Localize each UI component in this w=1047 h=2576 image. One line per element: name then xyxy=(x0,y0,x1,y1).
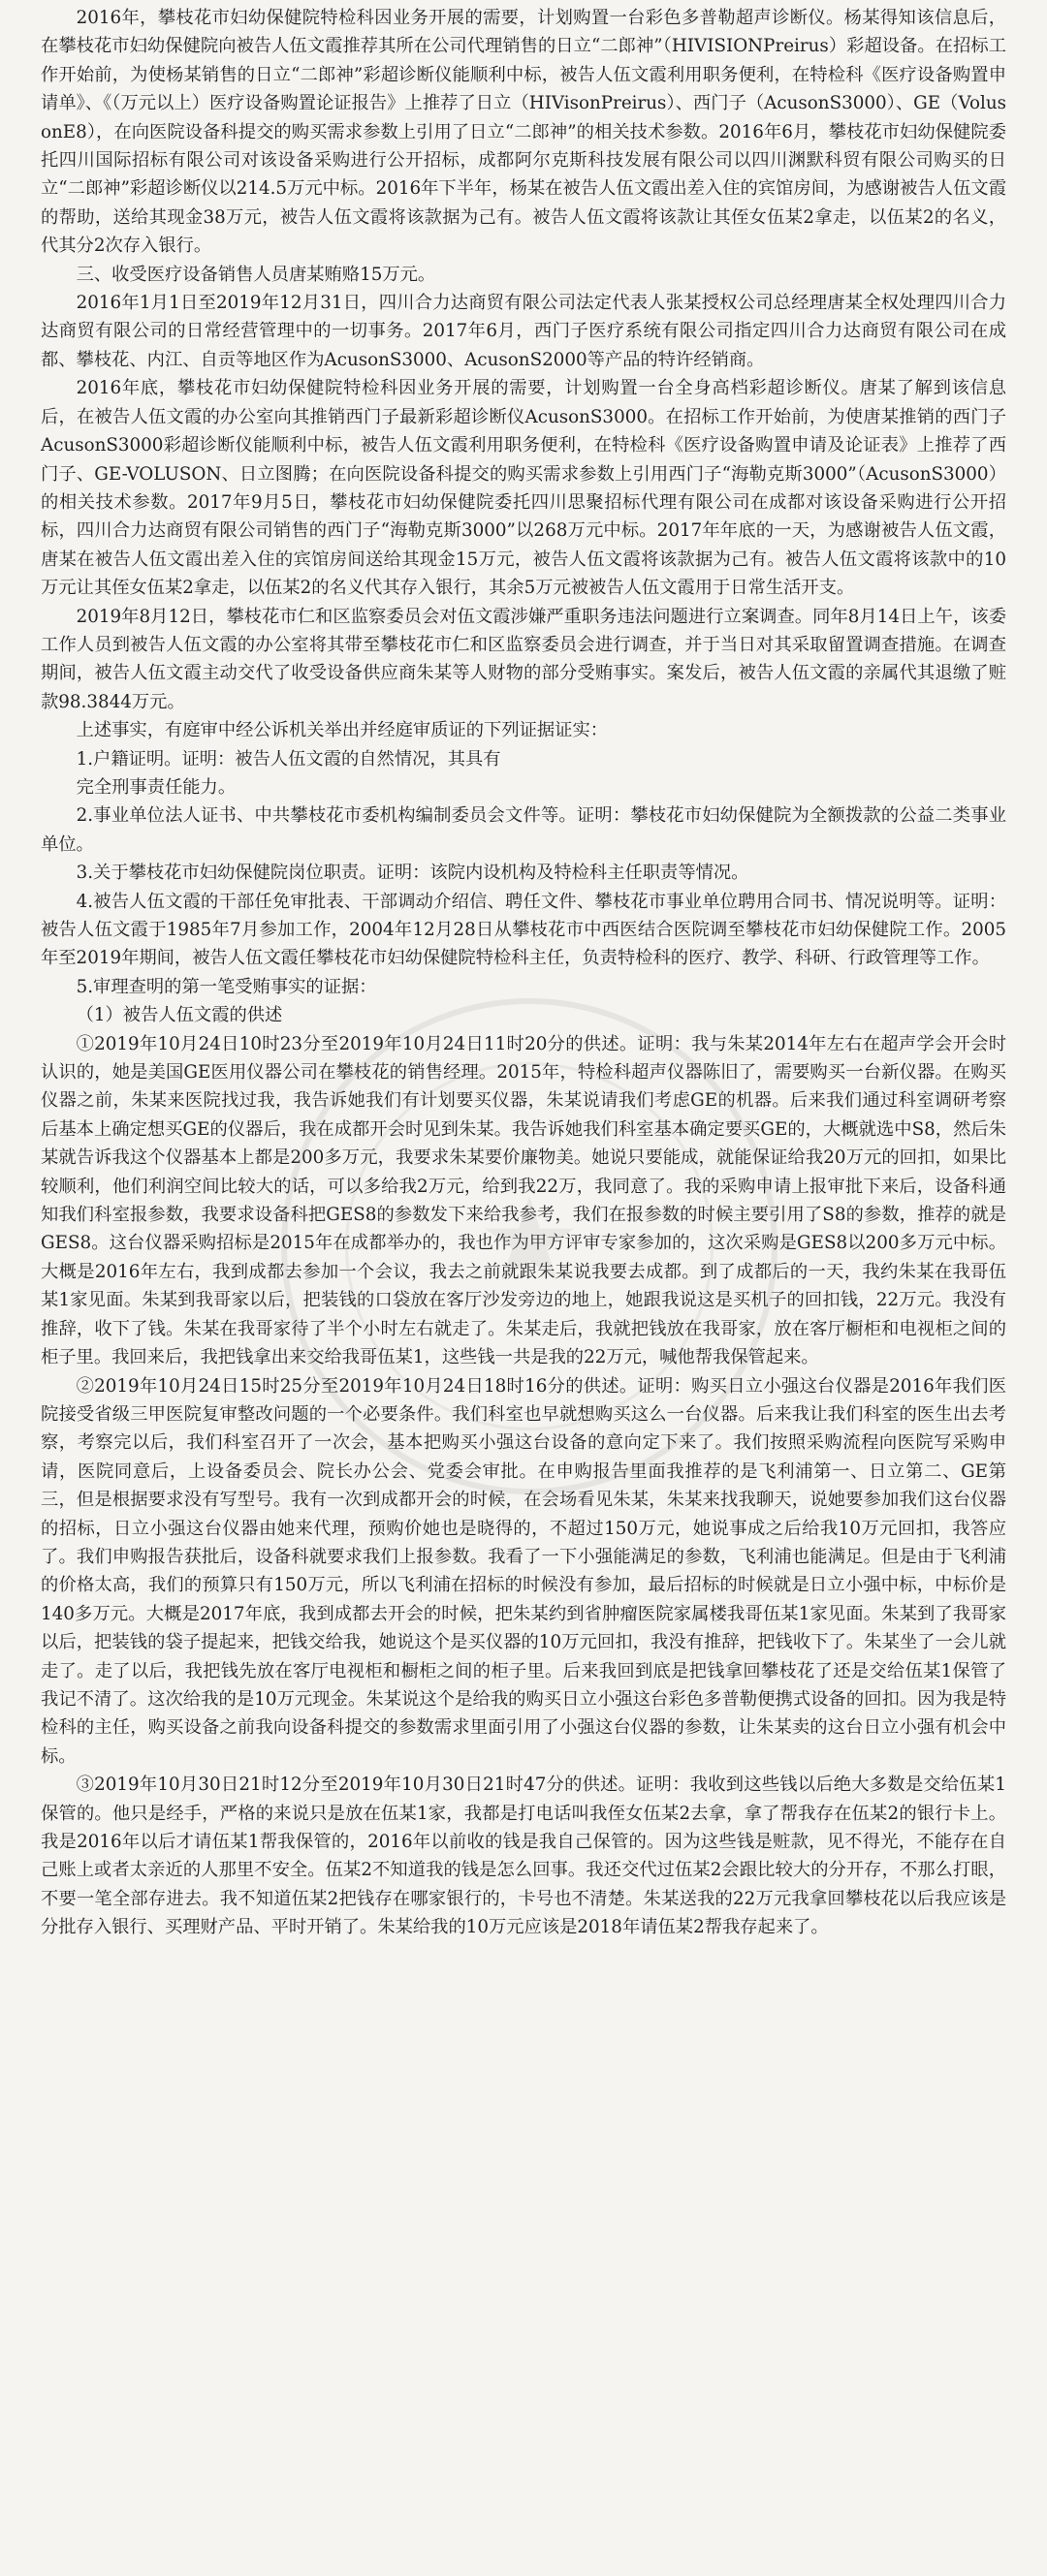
paragraph: 1.户籍证明。证明：被告人伍文霞的自然情况，其具有 xyxy=(76,748,501,770)
paragraph: （1）被告人伍文霞的供述 xyxy=(76,1005,283,1026)
paragraph: 上述事实，有庭审中经公诉机关举出并经庭审质证的下列证据证实： xyxy=(76,720,609,741)
paragraph: 4.被告人伍文霞的干部任免审批表、干部调动介绍信、聘任文件、攀枝花市事业单位聘用合同书、情况说明等。证明：被告人伍文霞于1985年7月参加工作，2004年12月28日从攀枝花市中西医结合医院调至攀枝花市妇幼保健院工作。2005年至2019年期间，被告人伍文霞任攀枝花市妇幼保健院特检科主任，负责特检科的医疗、教学、科研、行政管理等工作。 xyxy=(41,891,1006,969)
court-seal-watermark: ★ xyxy=(281,998,777,1494)
paragraph: ②2019年10月24日15时25分至2019年10月24日18时16分的供述。证明：购买日立小强这台仪器是2016年我们医院接受省级三甲医院复审整改问题的一个必要条件。我们科室也早就想购买这么一台仪器。后来我让我们科室的医生出去考察，考察完以后，我们科室召开了一次会，基本把购买小强这台设备的意向定下来了。我们按照采购流程向医院写采购申请，医院同意后，上设备委员会、院长办公会、党委会审批。在申购报告里面我推荐的是飞利浦第一、日立第二、GE第三，但是根据要求没有写型号。我有一次到成都开会的时候，在会场看见朱某，朱某来找我聊天，说她要参加我们这台仪器的招标，日立小强这台仪器由她来代理，预购价她也是晓得的，不超过150万元，她说事成之后给我10万元回扣，我答应了。我们申购报告获批后，设备科就要求我们上报参数。我看了一下小强能满足的参数，飞利浦也能满足。但是由于飞利浦的价格太高，我们的预算只有150万元，所以飞利浦在招标的时候没有参加，最后招标的时候就是日立小强中标，中标价是140多万元。大概是2017年底，我到成都去开会的时候，把朱某约到省肿瘤医院家属楼我哥伍某1家见面。朱某到了我哥家以后，把装钱的袋子提起来，把钱交给我，她说这个是买仪器的10万元回扣，我没有推辞，把钱收下了。朱某坐了一会儿就走了。走了以后，我把钱先放在客厅电视柜和橱柜之间的柜子里。后来我回到底是把钱拿回攀枝花了还是交给伍某1保管了我记不清了。这次给我的是10万元现金。朱某说这个是给我的购买日立小强这台彩色多普勒便携式设备的回扣。因为我是特检科的主任，购买设备之前我向设备科提交的参数需求里面引用了小强这台仪器的参数，让朱某卖的这台日立小强有机会中标。 xyxy=(41,1375,1006,1767)
paragraph: 3.关于攀枝花市妇幼保健院岗位职责。证明：该院内设机构及特检科主任职责等情况。 xyxy=(76,863,749,884)
paragraph: ①2019年10月24日10时23分至2019年10月24日11时20分的供述。证明：我与朱某2014年左右在超声学会开会时认识的，她是美国GE医用仪器公司在攀枝花的销售经理。2015年，特检科超声仪器陈旧了，需要购买一台新仪器。在购买仪器之前，朱某来医院找过我，我告诉她我们有计划要买仪器，朱某说请我们考虑GE的机器。后来我们通过科室调研考察后基本上确定想买GE的仪器后，我在成都开会时见到朱某。我告诉她我们科室基本确定要买GE的，大概就选中S8，然后朱某就告诉我这个仪器基本上都是200多万元，我要求朱某要价廉物美。她说只要能成，就能保证给我20万元的回扣，如果比较顺利，他们利润空间比较大的话，可以多给我2万元，给到我22万，我同意了。我的采购申请上报审批下来后，设备科通知我们科室报参数，我要求设备科把GES8的参数发下来给我参考，我们在报参数的时候主要引用了S8的参数，推荐的就是GES8。这台仪器采购招标是2015年在成都举办的，我也作为甲方评审专家参加的，这次采购是GES8以200多万元中标。大概是2016年左右，我到成都去参加一个会议，我去之前就跟朱某说我要去成都。到了成都后的一天，我约朱某在我哥伍某1家见面。朱某到我哥家以后，把装钱的口袋放在客厅沙发旁边的地上，她跟我说这是买机子的回扣钱，22万元。我没有推辞，收下了钱。朱某在我哥家待了半个小时左右就走了。朱某走后，我就把钱放在我哥家，放在客厅橱柜和电视柜之间的柜子里。我回来后，我把钱拿出来交给我哥伍某1，这些钱一共是我的22万元，喊他帮我保管起来。 xyxy=(41,1033,1006,1368)
paragraph: 5.审理查明的第一笔受贿事实的证据： xyxy=(76,976,377,997)
document-body xyxy=(41,4,1006,1942)
paragraph: 2016年底，攀枝花市妇幼保健院特检科因业务开展的需要，计划购置一台全身高档彩超诊断仪。唐某了解到该信息后，在被告人伍文霞的办公室向其推销西门子最新彩超诊断仪AcusonS3000。在招标工作开始前，为使唐某推销的西门子AcusonS3000彩超诊断仪能顺利中标，被告人伍文霞利用职务便利，在特检科《医疗设备购置申请及论证表》上推荐了西门子、GE-VOLUSON、日立图腾；在向医院设备科提交的购买需求参数上引用西门子“海勒克斯3000”（AcusonS3000）的相关技术参数。2017年9月5日，攀枝花市妇幼保健院委托四川思聚招标代理有限公司在成都对该设备采购进行公开招标，四川合力达商贸有限公司销售的西门子“海勒克斯3000”以268万元中标。2017年年底的一天，为感谢被告人伍文霞，唐某在被告人伍文霞出差入住的宾馆房间送给其现金15万元，被告人伍文霞将该款据为己有。被告人伍文霞将该款中的10万元让其侄女伍某2拿走，以伍某2的名义代其存入银行，其余5万元被被告人伍文霞用于日常生活开支。 xyxy=(41,378,1006,599)
paragraph: 2016年1月1日至2019年12月31日，四川合力达商贸有限公司法定代表人张某授权公司总经理唐某全权处理四川合力达商贸有限公司的日常经营管理中的一切事务。2017年6月，西门子医疗系统有限公司指定四川合力达商贸有限公司在成都、攀枝花、内江、自贡等地区作为AcusonS3000、AcusonS2000等产品的特许经销商。 xyxy=(41,293,1006,370)
paragraph: ③2019年10月30日21时12分至2019年10月30日21时47分的供述。证明：我收到这些钱以后绝大多数是交给伍某1保管的。他只是经手，严格的来说只是放在伍某1家，我都是打电话叫我侄女伍某2去拿，拿了帮我存在伍某2的银行卡上。我是2016年以后才请伍某1帮我保管的，2016年以前收的钱是我自己保管的。因为这些钱是赃款，见不得光，不能存在自己账上或者太亲近的人那里不安全。伍某2不知道我的钱是怎么回事。我还交代过伍某2会跟比较大的分开存，不那么打眼，不要一笔全部存进去。我不知道伍某2把钱存在哪家银行的，卡号也不清楚。朱某送我的22万元我拿回攀枝花以后我应该是分批存入银行、买理财产品、平时开销了。朱某给我的10万元应该是2018年请伍某2帮我存起来了。 xyxy=(41,1775,1006,1938)
paragraph: 2019年8月12日，攀枝花市仁和区监察委员会对伍文霞涉嫌严重职务违法问题进行立案调查。同年8月14日上午，该委工作人员到被告人伍文霞的办公室将其带至攀枝花市仁和区监察委员会进行调查，并于当日对其采取留置调查措施。在调查期间，被告人伍文霞主动交代了收受设备供应商朱某等人财物的部分受贿事实。案发后，被告人伍文霞的亲属代其退缴了赃款98.3844万元。 xyxy=(41,606,1006,712)
paragraph: 2.事业单位法人证书、中共攀枝花市委机构编制委员会文件等。证明：攀枝花市妇幼保健院为全额拨款的公益二类事业单位。 xyxy=(41,805,1006,855)
paragraph: 完全刑事责任能力。 xyxy=(76,776,237,798)
paragraph: 2016年，攀枝花市妇幼保健院特检科因业务开展的需要，计划购置一台彩色多普勒超声诊断仪。杨某得知该信息后，在攀枝花市妇幼保健院向被告人伍文霞推荐其所在公司代理销售的日立“二郎神”（HIVISIONPreirus）彩超设备。在招标工作开始前，为使杨某销售的日立“二郎神”彩超诊断仪能顺利中标，被告人伍文霞利用职务便利，在特检科《医疗设备购置申请单》、《（万元以上）医疗设备购置论证报告》上推荐了日立（HIVisonPreirus）、西门子（AcusonS3000）、GE（VolusonE8），在向医院设备科提交的购买需求参数上引用了日立“二郎神”的相关技术参数。2016年6月，攀枝花市妇幼保健院委托四川国际招标有限公司对该设备采购进行公开招标，成都阿尔克斯科技发展有限公司以四川渊默科贸有限公司购买的日立“二郎神”彩超诊断仪以214.5万元中标。2016年下半年，杨某在被告人伍文霞出差入住的宾馆房间，为感谢被告人伍文霞的帮助，送给其现金38万元，被告人伍文霞将该款据为己有。被告人伍文霞将该款让其侄女伍某2拿走，以伍某2的名义，代其分2次存入银行。 xyxy=(41,8,1006,257)
paragraph: 三、收受医疗设备销售人员唐某贿赂15万元。 xyxy=(76,264,436,285)
